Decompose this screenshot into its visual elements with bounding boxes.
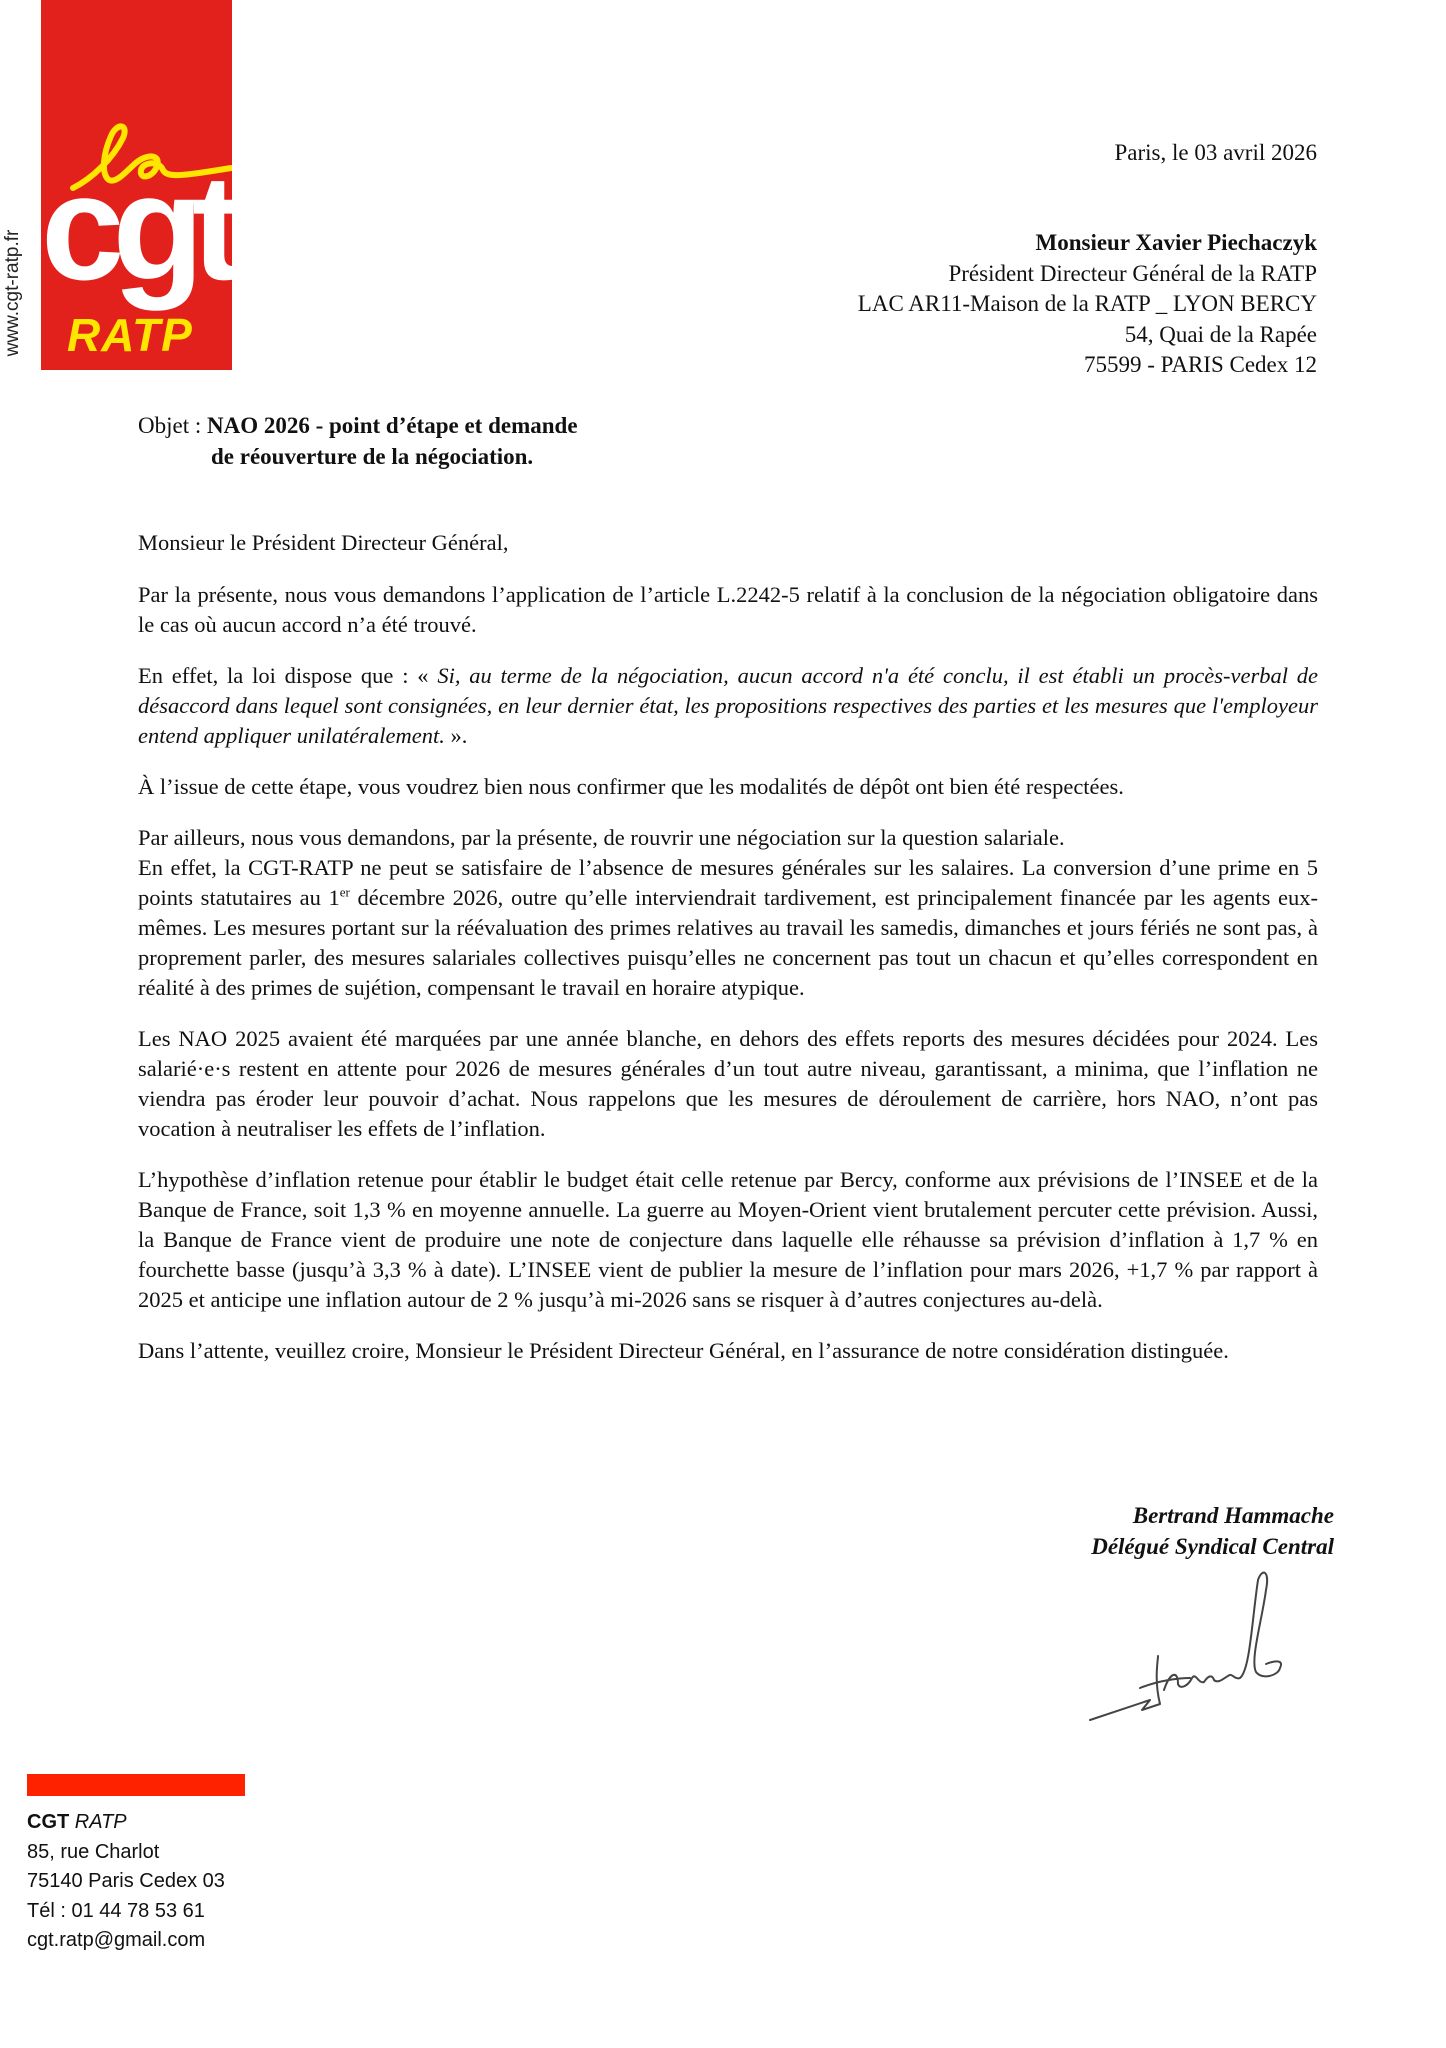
paragraph-closing: Dans l’attente, veuillez croire, Monsieur le Président Directeur Général, en l’assurance de notre considération distinguée. xyxy=(138,1338,1229,1363)
footer-address-line-2: 75140 Paris Cedex 03 xyxy=(27,1870,225,1892)
recipient-address-line-1: LAC AR11-Maison de la RATP _ LYON BERCY xyxy=(857,291,1317,316)
salary-measures-text-a: En effet, la CGT-RATP ne peut se satisfaire de l’absence de mesures générales sur les salaires. La conversion d’une prime en 5 points statutaires au 1 xyxy=(138,855,1318,910)
paragraph-salary-measures xyxy=(138,853,1318,1003)
footer-phone: Tél : 01 44 78 53 61 xyxy=(27,1899,205,1922)
recipient-address-line-3: 75599 - PARIS Cedex 12 xyxy=(1084,352,1317,377)
signatory-role: Délégué Syndical Central xyxy=(1091,1534,1334,1559)
footer-red-bar xyxy=(27,1774,245,1796)
salutation: Monsieur le Président Directeur Général, xyxy=(138,530,509,555)
signatory-name: Bertrand Hammache xyxy=(1132,1503,1334,1528)
footer-org-bold: CGT xyxy=(27,1811,70,1833)
paragraph-inflation: L’hypothèse d’inflation retenue pour établir le budget était celle retenue par Bercy, conforme aux prévisions de l’INSEE et de la Banque de France, soit 1,3 % en moyenne annuelle. La guerre au Moyen-Orient vient brutalement percuter cette prévision. Aussi, la Banque de France vient de produire une note de conjecture dans laquelle elle réhausse sa prévision d’inflation à 1,7 % en fourchette basse (jusqu’à 3,3 % à date). L’INSEE vient de publier la mesure de l’inflation pour mars 2026, +1,7 % par rapport à 2025 et anticipe une inflation autour de 2 % jusqu’à mi-2026 sans se risquer à d’autres conjectures au-delà. xyxy=(138,1167,1318,1312)
subject-label: Objet : xyxy=(138,413,202,438)
subject-block xyxy=(138,410,578,472)
letter-date: Paris, le 03 avril 2026 xyxy=(1114,140,1317,165)
subject-line-2: de réouverture de la négociation. xyxy=(211,444,534,469)
recipient-name: Monsieur Xavier Piechaczyk xyxy=(1035,230,1317,255)
signature-block xyxy=(1091,1500,1334,1562)
superscript-er: er xyxy=(339,884,350,900)
logo-ratp-text: RATP xyxy=(67,309,193,361)
law-quote-intro: En effet, la loi dispose que : « xyxy=(138,663,438,688)
paragraph-reopen-line: Par ailleurs, nous vous demandons, par la présente, de rouvrir une négociation sur la question salariale. xyxy=(138,825,1065,850)
recipient-block xyxy=(858,228,1317,381)
footer-contact-block xyxy=(27,1808,225,1956)
salary-measures-text-b: décembre 2026, outre qu’elle interviendrait tardivement, est principalement financée par les agents eux-mêmes. Les mesures portant sur la réévaluation des primes relatives au travail les samedis, dimanches et jours fériés ne sont pas, à proprement parler, des mesures salariales collectives puisqu’elles ne concernent pas tout un chacun et qu’elles correspondent en réalité à des primes de sujétion, compensant le travail en horaire atypique. xyxy=(138,885,1319,1000)
recipient-address-line-2: 54, Quai de la Rapée xyxy=(1124,321,1317,347)
cgt-ratp-logo xyxy=(41,0,232,370)
recipient-title: Président Directeur Général de la RATP xyxy=(948,260,1317,286)
paragraph-law-quote xyxy=(138,661,1318,751)
footer-org-name xyxy=(27,1808,225,1838)
logo-cgt-text: cgt xyxy=(41,143,230,311)
law-quote-end: ». xyxy=(444,723,468,748)
handwritten-signature-icon xyxy=(1080,1560,1320,1740)
paragraph-article-request: Par la présente, nous vous demandons l’application de l’article L.2242-5 relatif à la conclusion de la négociation obligatoire dans le cas où aucun accord n’a été trouvé. xyxy=(138,582,1318,637)
website-url-vertical: www.cgt-ratp.fr xyxy=(2,229,23,357)
footer-email[interactable]: cgt.ratp@gmail.com xyxy=(27,1929,206,1951)
footer-org-italic: RATP xyxy=(74,1811,127,1833)
paragraph-confirmation: À l’issue de cette étape, vous voudrez bien nous confirmer que les modalités de dépôt ont bien été respectées. xyxy=(138,774,1124,799)
subject-line-1: NAO 2026 - point d’étape et demande xyxy=(207,413,578,438)
paragraph-nao-2025: Les NAO 2025 avaient été marquées par une année blanche, en dehors des effets reports des mesures décidées pour 2024. Les salarié·e·s restent en attente pour 2026 de mesures générales d’un tout autre niveau, garantissant, a minima, que l’inflation ne viendra pas éroder leur pouvoir d’achat. Nous rappelons que les mesures de déroulement de carrière, hors NAO, n’ont pas vocation à neutraliser les effets de l’inflation. xyxy=(138,1026,1318,1141)
letter-body xyxy=(138,528,1318,1387)
law-quote-text: Si, au terme de la négociation, aucun accord n'a été conclu, il est établi un procès-verbal de désaccord dans lequel sont consignées, en leur dernier état, les propositions respectives des parties et les mesures que l'employeur entend appliquer unilatéralement. xyxy=(138,663,1318,748)
footer-address-line-1: 85, rue Charlot xyxy=(27,1840,160,1863)
